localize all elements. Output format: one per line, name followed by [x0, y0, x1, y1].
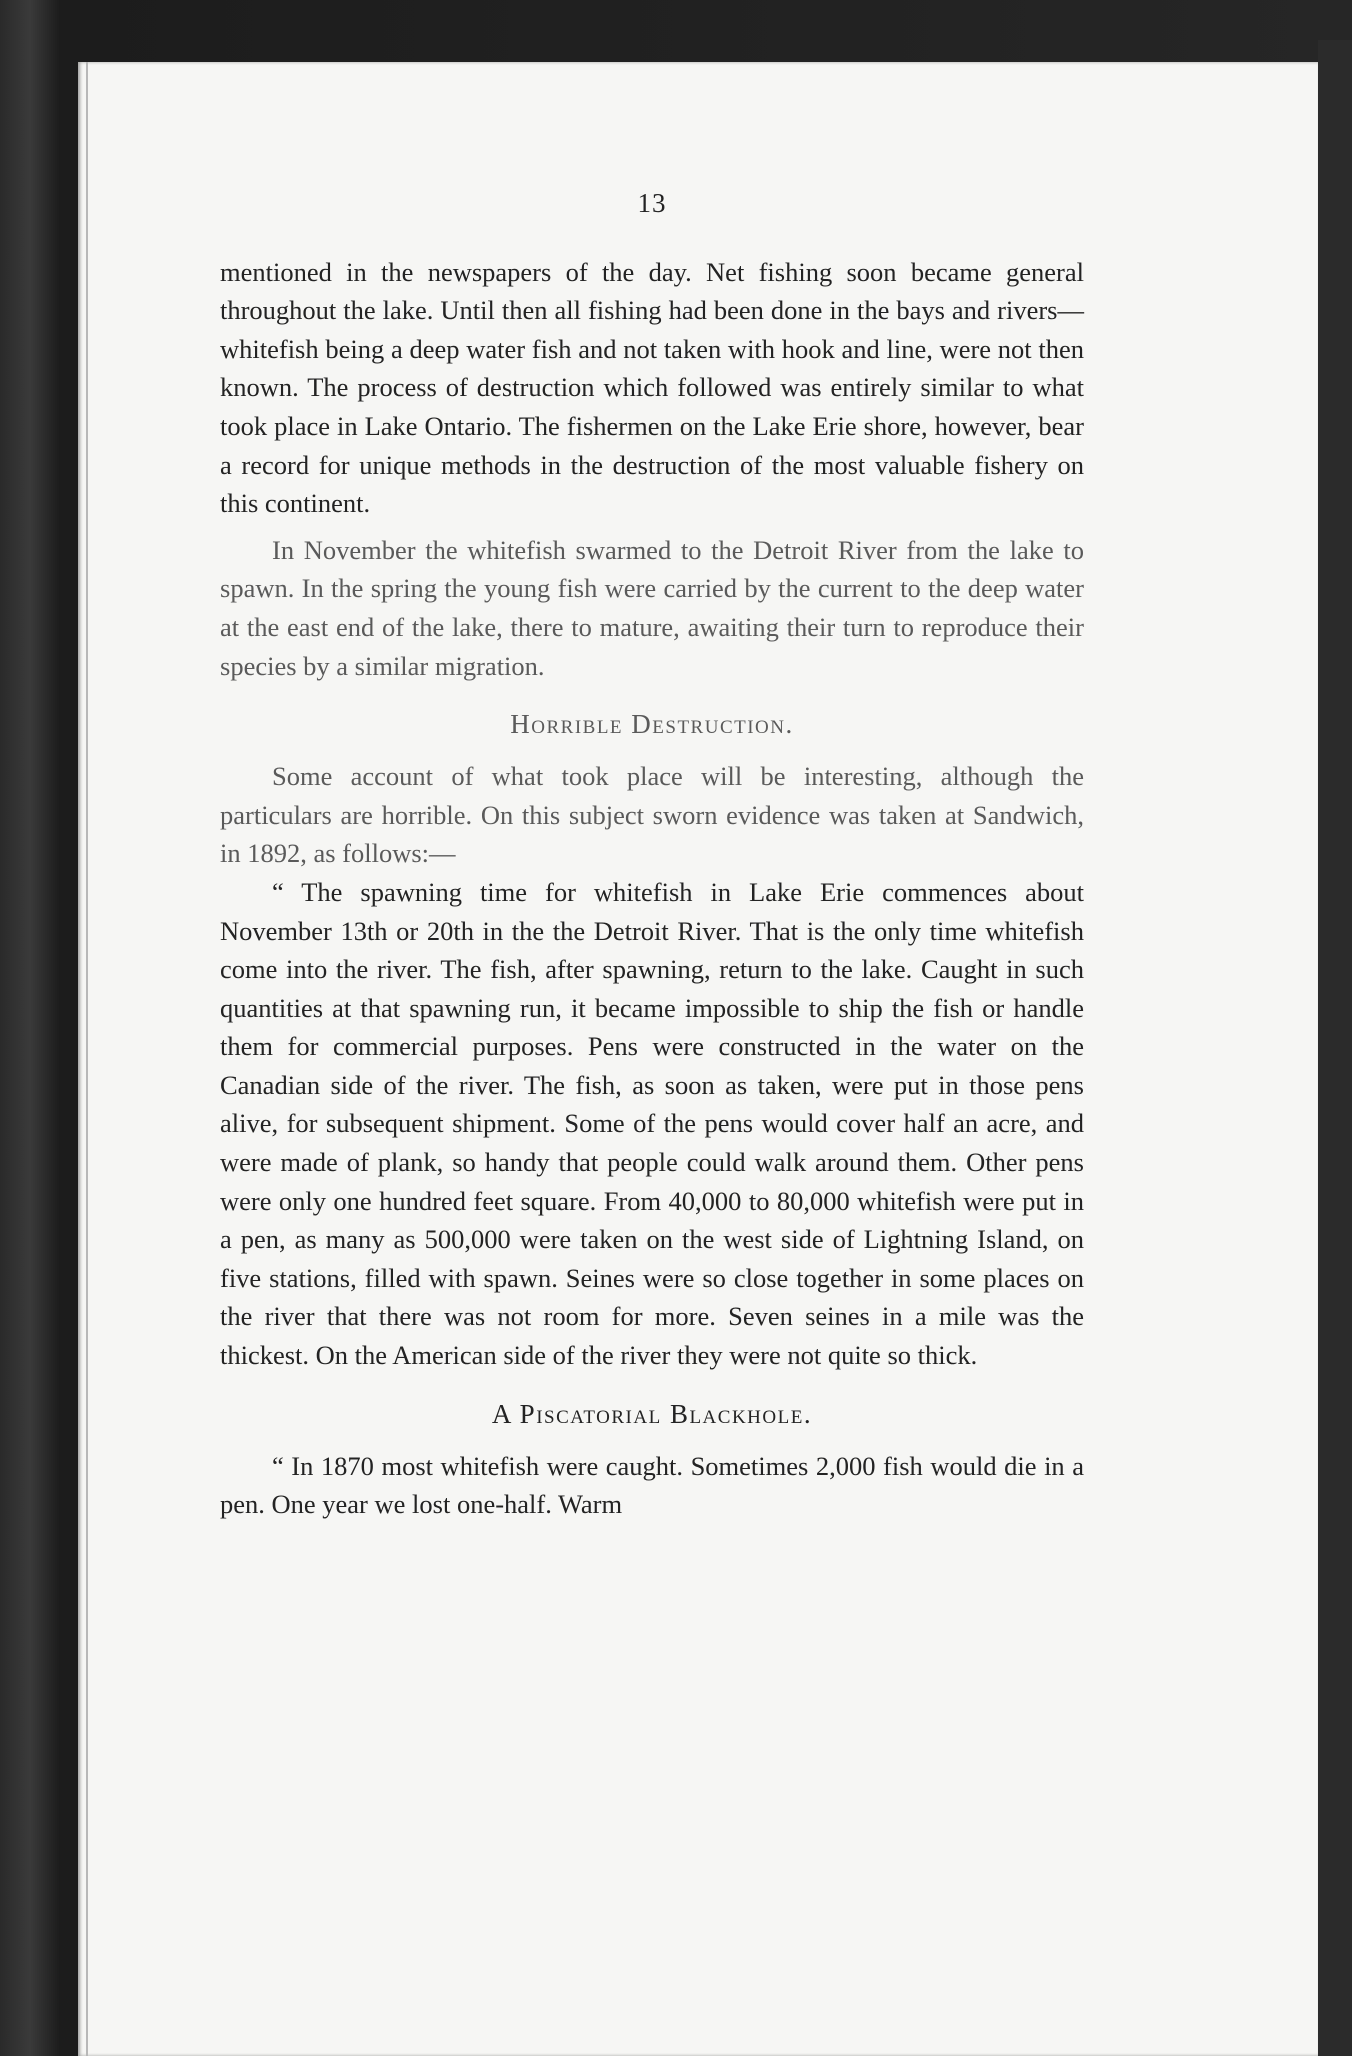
page-gutter-line	[86, 62, 88, 2056]
section-heading-horrible-destruction: Horrible Destruction.	[510, 709, 794, 740]
paragraph-sworn-evidence: Some account of what took place will be interesting, although the particulars are horrible. On this subject sworn evidence was taken at Sandwich, in 1892, as follows:—	[220, 761, 1084, 869]
paragraph-1870-testimony: “ In 1870 most whitefish were caught. Sometimes 2,000 fish would die in a pen. One year we lost one-half. Warm	[220, 1450, 1084, 1520]
section-heading-piscatorial-blackhole: A Piscatorial Blackhole.	[491, 1398, 813, 1429]
paragraph-continued: mentioned in the newspapers of the day. Net fishing soon became general throughout the lake. Until then all fishing had been done in the bays and rivers—whitefish being a deep water fish and not taken with hook and line, were not then known. The process of destruction which followed was entirely similar to what took place in Lake Ontario. The fishermen on the Lake Erie shore, however, bear a record for unique methods in the destruction of the most valuable fishery on this continent.	[220, 256, 1084, 519]
paragraph-quoted-testimony: “ The spawning time for whitefish in Lake Erie commences about November 13th or 20th in the the Detroit River. That is the only time whitefish come into the river. The fish, after spawning, return to the lake. Caught in such quantities at that spawning run, it became impossible to ship the fish or handle them for commercial purposes. Pens were constructed in the water on the Canadian side of the river. The fish, as soon as taken, were put in those pens alive, for subsequent shipment. Some of the pens would cover half an acre, and were made of plank, so handy that people could walk around them. Other pens were only one hundred feet square. From 40,000 to 80,000 whitefish were put in a pen, as many as 500,000 were taken on the west side of Lightning Island, on five stations, filled with spawn. Seines were so close together in some places on the river that there was not room for more. Seven seines in a mile was the thickest. On the American side of the river they were not quite so thick.	[220, 876, 1084, 1371]
paragraph-migration: In November the whitefish swarmed to the Detroit River from the lake to spawn. In the spring the young fish were carried by the current to the deep water at the east end of the lake, there to mature, awaiting their turn to reproduce their species by a similar migration.	[220, 534, 1084, 681]
page-text-block	[220, 170, 1084, 1524]
paragraph-gap	[220, 523, 1084, 531]
book-cover-edge	[1318, 40, 1352, 2056]
page-number: 13	[637, 188, 667, 218]
